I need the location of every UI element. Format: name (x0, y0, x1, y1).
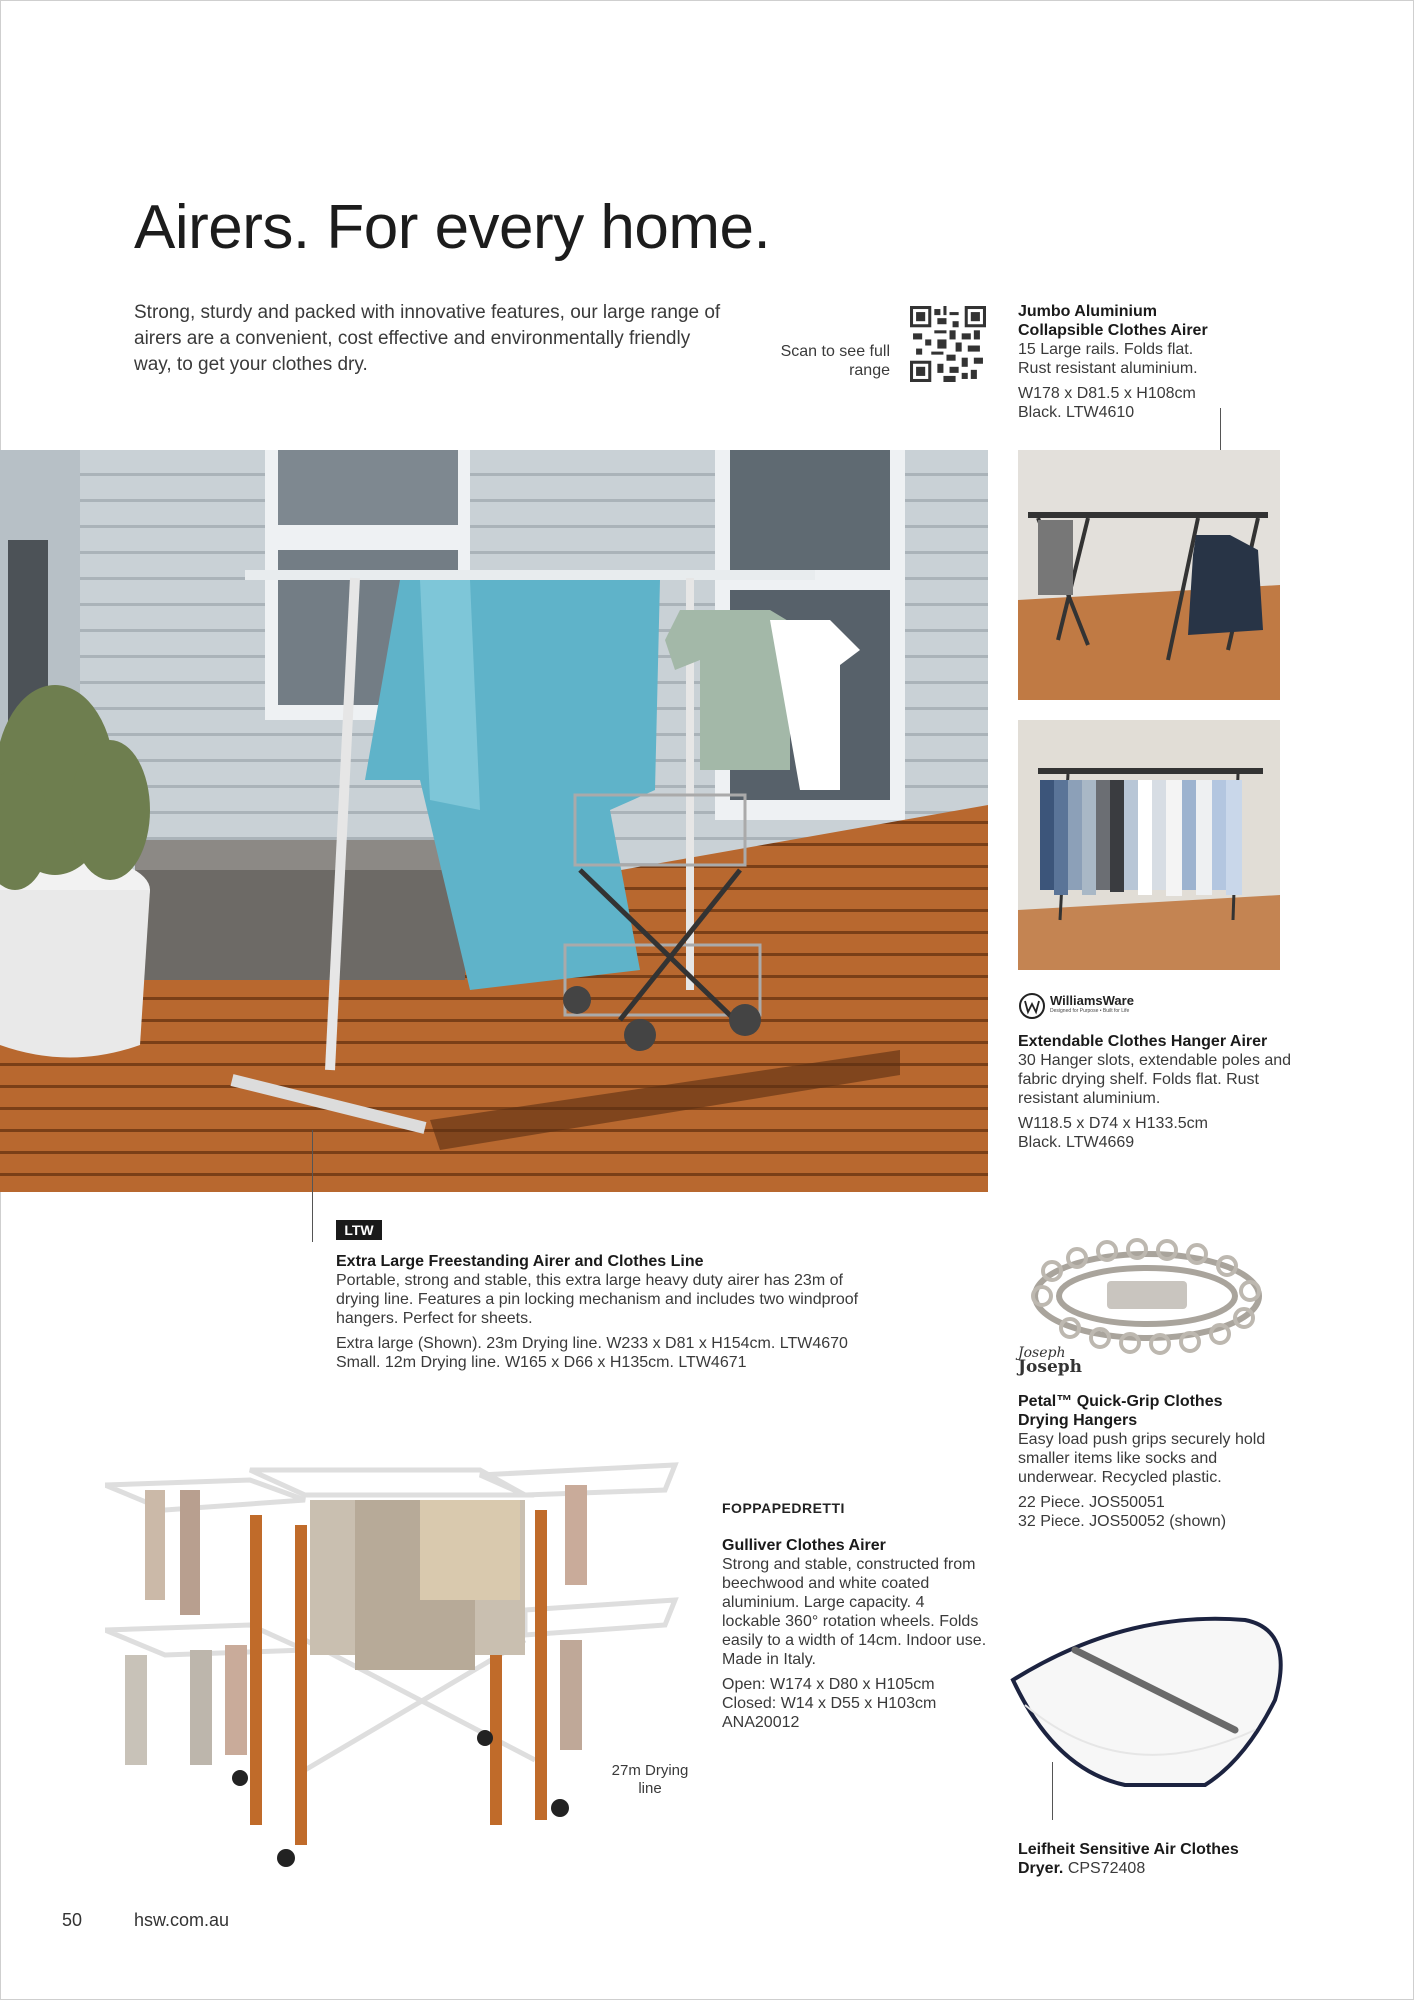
freestanding-airer-name: Extra Large Freestanding Airer and Clothes Line (336, 1253, 704, 1270)
leifheit-dryer-info (1018, 1840, 1248, 1878)
ltw-logo-text: LTW (344, 1222, 374, 1238)
freestanding-airer-small: Small. 12m Drying line. W165 x D66 x H135cm. LTW4671 (336, 1354, 747, 1371)
jumbo-airer-name: Jumbo Aluminium Collapsible Clothes Airer (1018, 303, 1208, 339)
joseph-joseph-logo (1018, 1345, 1083, 1377)
gulliver-airer-code: ANA20012 (722, 1714, 800, 1731)
gulliver-airer-open-dims: Open: W174 x D80 x H105cm (722, 1676, 935, 1693)
freestanding-airer-photo[interactable] (0, 450, 988, 1192)
extendable-airer-photo[interactable] (1018, 720, 1280, 970)
extendable-airer-name: Extendable Clothes Hanger Airer (1018, 1033, 1268, 1050)
gulliver-airer-closed-dims: Closed: W14 x D55 x H103cm (722, 1695, 937, 1712)
page-number: 50 (62, 1910, 83, 1930)
leifheit-leader-line (1052, 1762, 1053, 1820)
jumbo-airer-code: Black. LTW4610 (1018, 404, 1135, 421)
williamsware-brand-name: WilliamsWare (1050, 993, 1134, 1008)
petal-hangers-name: Petal™ Quick-Grip Clothes Drying Hangers (1018, 1393, 1223, 1429)
joseph-logo-top: Joseph (1018, 1345, 1066, 1361)
williamsware-tagline: Designed for Purpose • Built for Life (1050, 1008, 1130, 1014)
jumbo-airer-dimensions: W178 x D81.5 x H108cm (1018, 385, 1196, 402)
intro-paragraph: Strong, sturdy and packed with innovative features, our large range of airers are a convenient, cost effective and environmentally friendly way, to get your clothes dry. (134, 302, 721, 375)
jumbo-airer-photo[interactable] (1018, 450, 1280, 700)
joseph-logo-bottom: Joseph (1018, 1357, 1083, 1377)
gulliver-drying-line-note: 27m Drying line (611, 1762, 689, 1797)
extendable-airer-info (1018, 1032, 1298, 1152)
williamsware-logo (1018, 992, 1134, 1020)
freestanding-leader-line (312, 1130, 313, 1242)
freestanding-airer-desc: Portable, strong and stable, this extra large heavy duty airer has 23m of drying line. Features a pin locking mechanism and includes two windproof hangers. Perfect for sheets. (336, 1272, 859, 1327)
gulliver-airer-photo[interactable] (105, 1440, 685, 1880)
leifheit-dryer-code: CPS72408 (1067, 1860, 1146, 1877)
petal-hangers-info (1018, 1392, 1268, 1531)
petal-hangers-32-piece: 32 Piece. JOS50052 (shown) (1018, 1513, 1227, 1530)
extendable-airer-dimensions: W118.5 x D74 x H133.5cm (1018, 1115, 1209, 1132)
leifheit-dryer-name: Leifheit Sensitive Air Clothes Dryer. (1018, 1841, 1239, 1877)
foppapedretti-logo: FOPPAPEDRETTI (722, 1500, 845, 1516)
freestanding-airer-extra-large: Extra large (Shown). 23m Drying line. W233 x D81 x H154cm. LTW4670 (336, 1335, 848, 1352)
gulliver-airer-info (722, 1536, 987, 1732)
petal-hangers-desc: Easy load push grips securely hold smaller items like socks and underwear. Recycled plastic. (1018, 1431, 1266, 1486)
qr-code[interactable] (910, 306, 986, 382)
gulliver-airer-name: Gulliver Clothes Airer (722, 1537, 886, 1554)
petal-hangers-22-piece: 22 Piece. JOS50051 (1018, 1494, 1165, 1511)
jumbo-airer-desc: 15 Large rails. Folds flat. Rust resistant aluminium. (1018, 341, 1198, 377)
website-link[interactable]: hsw.com.au (134, 1910, 230, 1930)
ltw-logo (336, 1218, 382, 1242)
jumbo-airer-info (1018, 302, 1228, 422)
leifheit-dryer-photo[interactable] (1005, 1610, 1290, 1795)
extendable-airer-desc: 30 Hanger slots, extendable poles and fabric drying shelf. Folds flat. Rust resistant aluminium. (1018, 1052, 1292, 1107)
scan-cta: Scan to see full range (780, 343, 890, 379)
williamsware-emblem-icon (1018, 992, 1046, 1020)
extendable-airer-code: Black. LTW4669 (1018, 1134, 1135, 1151)
petal-hangers-photo[interactable] (1022, 1236, 1272, 1356)
gulliver-airer-desc: Strong and stable, constructed from beechwood and white coated aluminium. Large capacity. 4 lockable 360° rotation wheels. Folds easily to a width of 14cm. Indoor use. Made in Italy. (722, 1556, 987, 1668)
page-title: Airers. For every home. (134, 193, 771, 262)
freestanding-airer-info (336, 1252, 876, 1372)
